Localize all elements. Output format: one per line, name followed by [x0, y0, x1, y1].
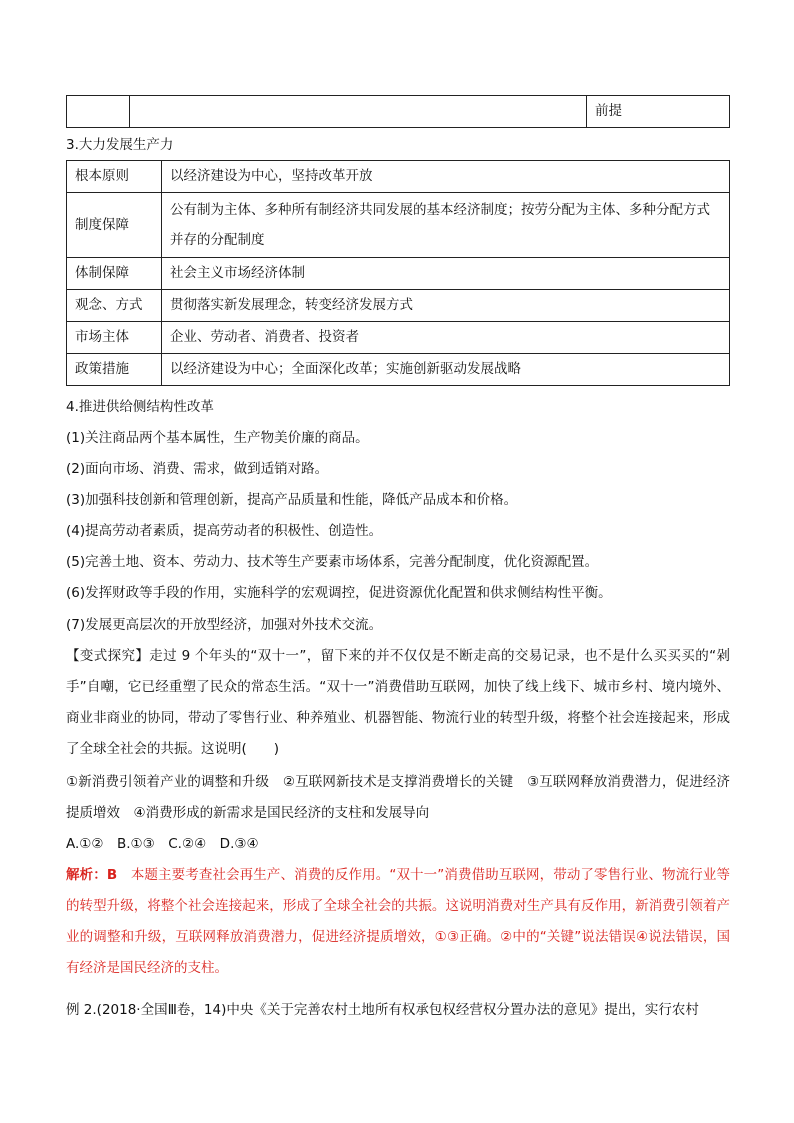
table-row: [67, 322, 730, 354]
analysis-text: 本题主要考查社会再生产、消费的反作用。“双十一”消费借助互联网，带动了零售行业、物流行业等的转型升级，将整个社会连接起来，形成了全球全社会的共振。这说明消费对生产具有反作用，新消费引领着产业的调整和升级，互联网释放消费潜力，促进经济提质增效，①③正确。②中的“关键”说法错误④说法错误，国有经济是国民经济的支柱。: [66, 867, 730, 976]
list-item: (1)关注商品两个基本属性，生产物美价廉的商品。: [66, 430, 369, 446]
table-cell: 前提: [587, 96, 730, 128]
row-value: 企业、劳动者、消费者、投资者: [162, 322, 730, 354]
list-item: (6)发挥财政等手段的作用，实施科学的宏观调控，促进资源优化配置和供求侧结构性平衡。: [66, 585, 612, 601]
productivity-table: [66, 160, 730, 386]
row-value: 以经济建设为中心；全面深化改革；实施创新驱动发展战略: [162, 354, 730, 386]
table-row: [67, 161, 730, 193]
row-label: 市场主体: [67, 322, 162, 354]
question-stem: 【变式探究】走过 9 个年头的“双十一”，留下来的并不仅仅是不断走高的交易记录，也不是什么买买买的“剁手”自嘲，它已经重塑了民众的常态生活。“双十一”消费借助互联网，加快了线上线下、城市乡村、境内境外、商业非商业的协同，带动了零售行业、种养殖业、机器智能、物流行业的转型升级，将整个社会连接起来，形成了全球全社会的共振。这说明( ): [66, 648, 730, 757]
row-label: 制度保障: [67, 193, 162, 258]
row-value: 公有制为主体、多种所有制经济共同发展的基本经济制度；按劳分配为主体、多种分配方式并存的分配制度: [162, 193, 730, 258]
list-item: (5)完善土地、资本、劳动力、技术等生产要素市场体系，完善分配制度，优化资源配置。: [66, 554, 599, 570]
row-label: 观念、方式: [67, 290, 162, 322]
question-options: A.①② B.①③ C.②④ D.③④: [66, 836, 259, 852]
row-value: 贯彻落实新发展理念，转变经济发展方式: [162, 290, 730, 322]
list-item: (3)加强科技创新和管理创新，提高产品质量和性能，降低产品成本和价格。: [66, 492, 518, 508]
table-row: [67, 96, 730, 128]
list-item: (4)提高劳动者素质，提高劳动者的积极性、创造性。: [66, 523, 383, 539]
table-row: [67, 354, 730, 386]
row-label: 体制保障: [67, 258, 162, 290]
section3-title: 3.大力发展生产力: [66, 137, 174, 153]
row-label: 根本原则: [67, 161, 162, 193]
row-value: 社会主义市场经济体制: [162, 258, 730, 290]
table-row: [67, 258, 730, 290]
table-row: [67, 290, 730, 322]
list-item: (2)面向市场、消费、需求，做到适销对路。: [66, 461, 329, 477]
section4-title: 4.推进供给侧结构性改革: [66, 399, 214, 415]
analysis-label: 解析：B: [66, 867, 118, 883]
table-cell: [130, 96, 587, 128]
analysis-block: [66, 860, 730, 984]
top-table-fragment: [66, 95, 730, 128]
list-item: (7)发展更高层次的开放型经济，加强对外技术交流。: [66, 617, 383, 633]
question-statements: ①新消费引领着产业的调整和升级 ②互联网新技术是支撑消费增长的关键 ③互联网释放消费潜力，促进经济提质增效 ④消费形成的新需求是国民经济的支柱和发展导向: [66, 774, 730, 821]
table-row: [67, 193, 730, 258]
table-cell: [67, 96, 130, 128]
example-2-text: 例 2.(2018·全国Ⅲ卷，14)中央《关于完善农村土地所有权承包权经营权分置办法的意见》提出，实行农村: [66, 1002, 699, 1018]
row-value: 以经济建设为中心，坚持改革开放: [162, 161, 730, 193]
row-label: 政策措施: [67, 354, 162, 386]
